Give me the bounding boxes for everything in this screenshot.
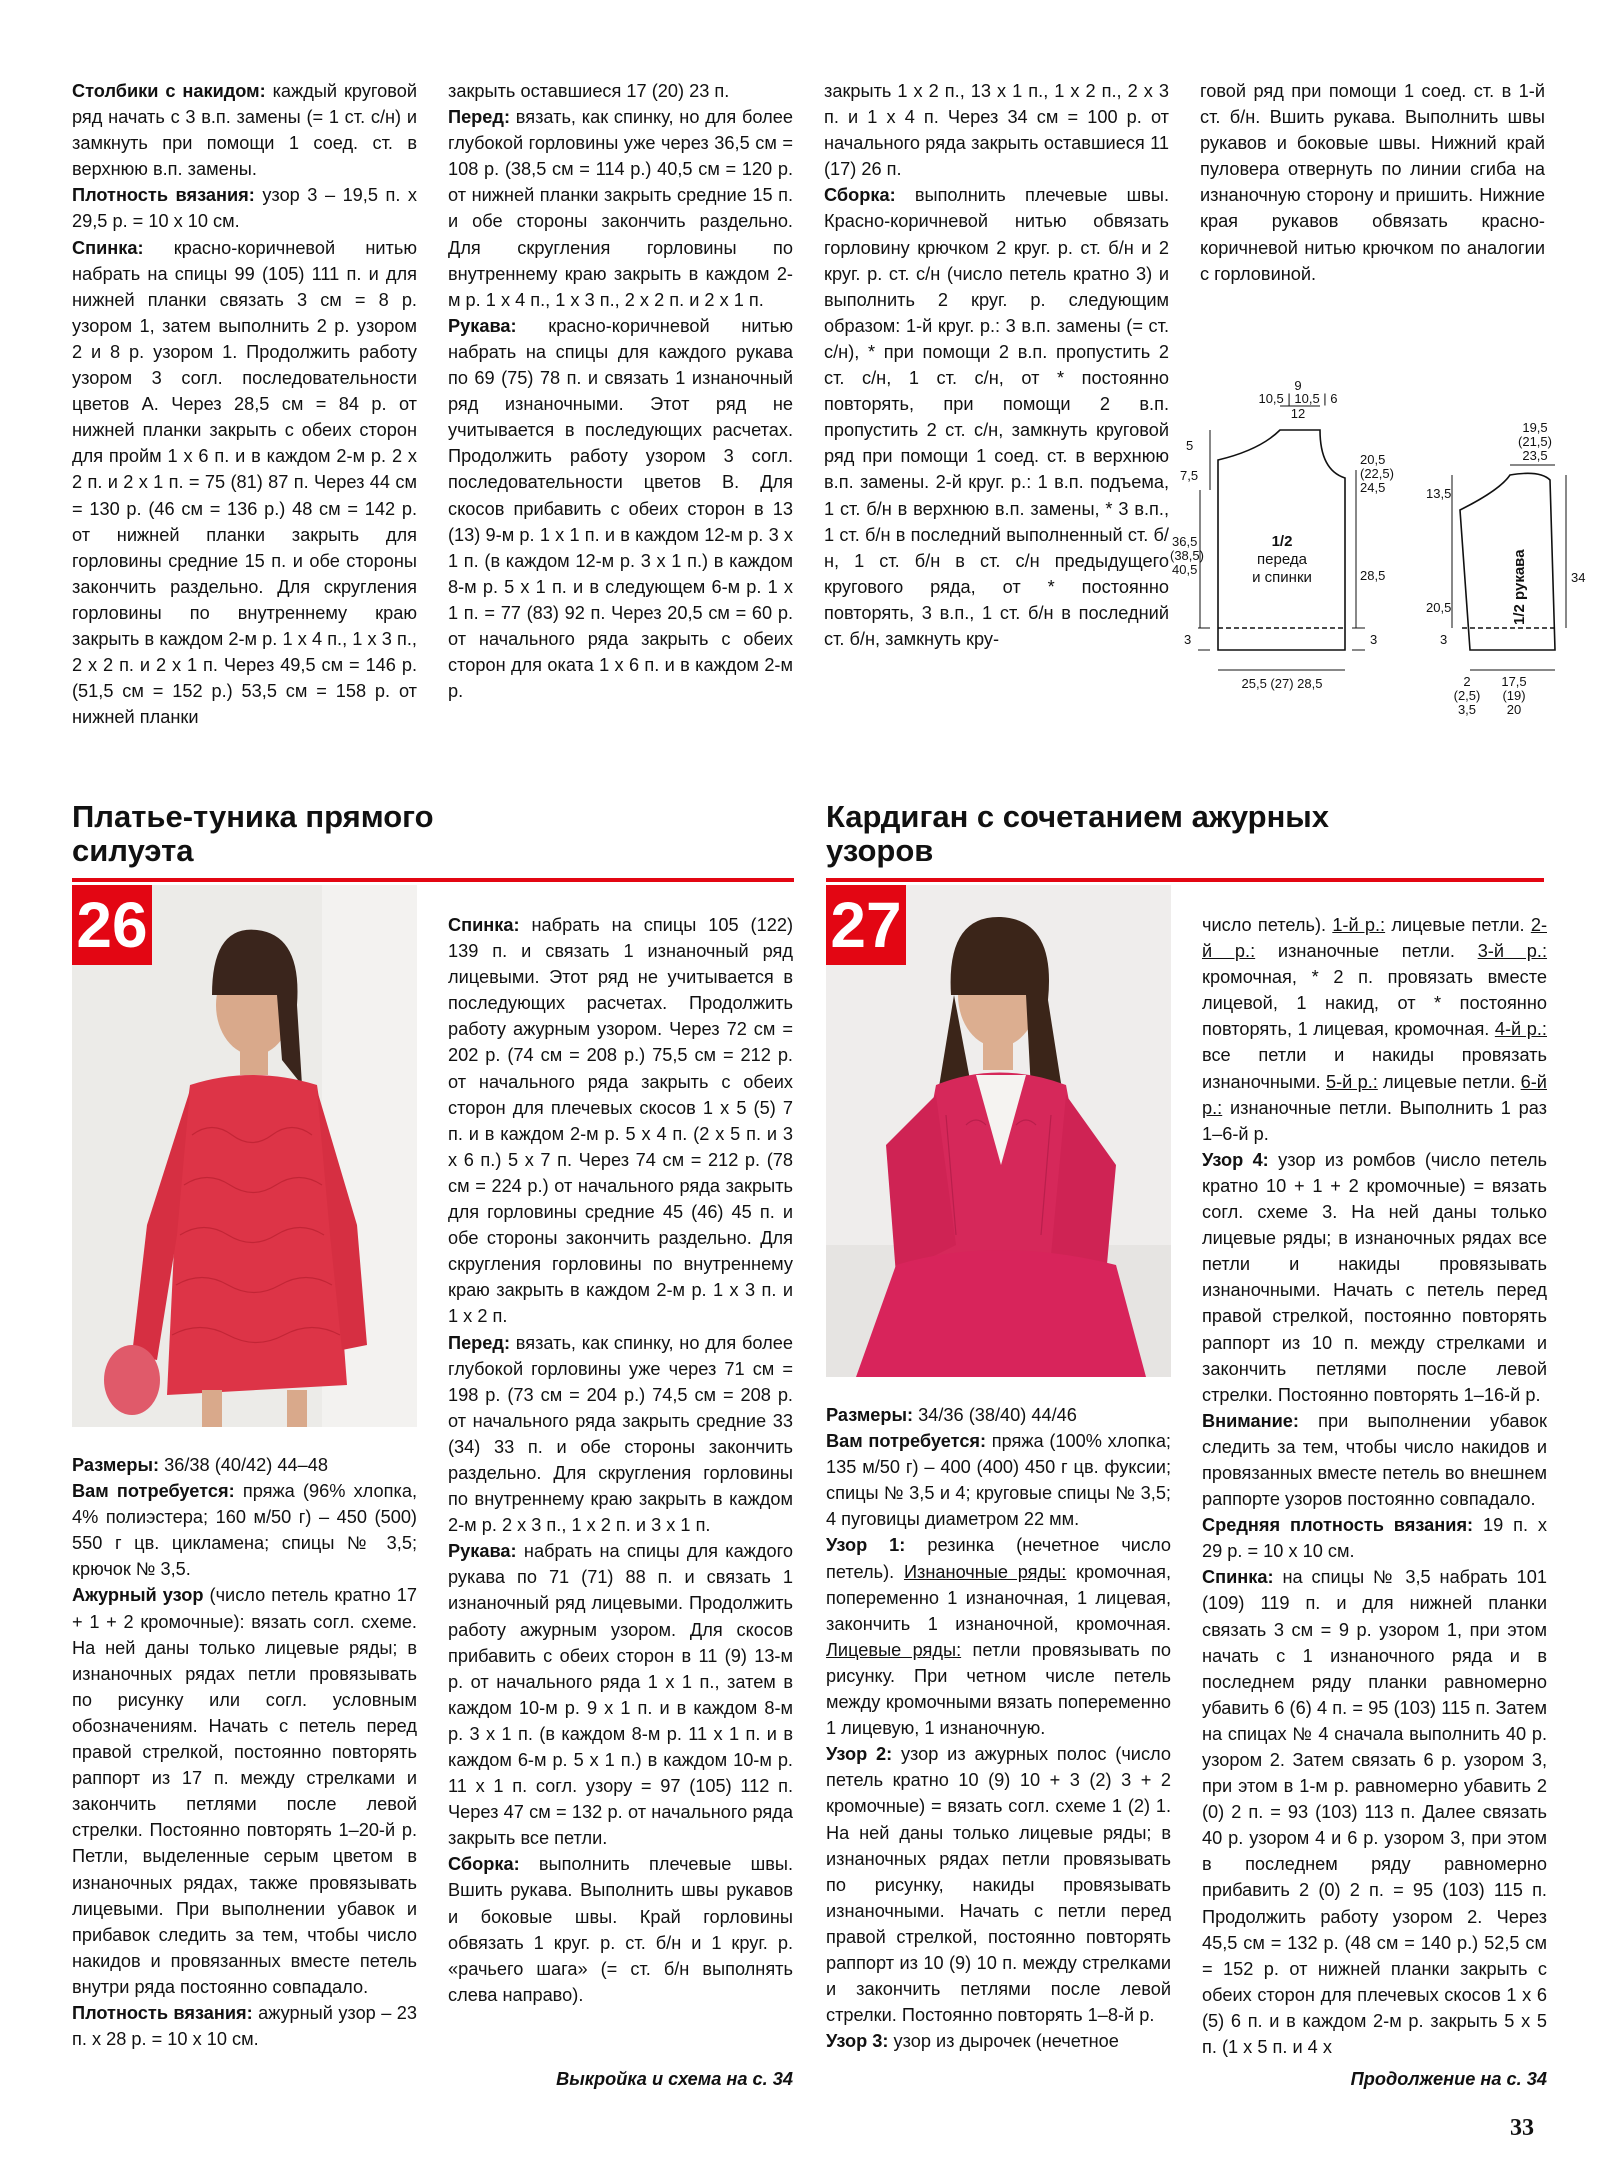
paragraph-text: пряжа (100% хлопка; 135 м/50 г) – 400 (400) 450 г цв. фуксии; спицы № 3,5 и 4; круговые спицы № 3,5; 4 пуговицы диаметром 22 мм. xyxy=(826,1431,1171,1530)
paragraph xyxy=(824,182,1169,652)
paragraph xyxy=(824,78,1169,182)
model-26-left-column xyxy=(72,1452,417,2052)
paragraph-text: закрыть 1 х 2 п., 13 х 1 п., 1 х 2 п., 2 х 3 п. и 1 х 4 п. Через 34 см = 100 р. от начального ряда закрыть оставшиеся 11 (17) 26 п. xyxy=(824,81,1169,180)
paragraph xyxy=(448,1330,793,1539)
underlined-term: 1-й р.: xyxy=(1332,915,1386,935)
underlined-term: 3-й р.: xyxy=(1477,941,1548,962)
paragraph-text: лицевые петли. xyxy=(1377,1071,1521,1092)
top-column-4 xyxy=(1200,78,1545,287)
body-lh3: 40,5 xyxy=(1172,562,1198,577)
paragraph-text: петли провязывать по рисунку. При четном числе петель между кромочными вязать попеременно 1 лицевую, 1 изнаночную. xyxy=(826,1639,1171,1739)
paragraph-text: набрать на спицы 105 (122) 139 п. и связать 1 изнаночный ряд лицевыми. Этот ряд не учитывается в последующих расчетах. Продолжить работу ажурным узором. Через 72 см = 202 р. (74 см = 208 р.) 75,5 см = 212 р. от начального ряда закрыть с обеих сторон для плечевых скосов 1 х 5 (5) 7 п. и в каждом 2-м р. 5 х 4 п. (2 х 5 п. и 3 х 6 п.) 5 х 7 п. Через 74 см = 212 р. (78 см = 224 р.) от начального ряда закрыть для горловины средние 45 (46) 45 п. и обе стороны закончить раздельно. Для скругления горловины по внутреннему краю закрыть в каждом 2-м р. 1 х 3 п. и 1 х 2 п. xyxy=(448,915,793,1327)
paragraph-text: говой ряд при помощи 1 соед. ст. в 1-й ст. б/н. Вшить рукава. Выполнить швы рукавов и боковые швы. Нижний край пуловера отвернуть по линии сгиба на изнаночную сторону и пришить. Нижние края рукавов обвязать красно-коричневой нитью крючком по аналогии с горловиной. xyxy=(1200,81,1545,284)
sleeve-hem: 3 xyxy=(1440,632,1448,647)
sleeve-left-2: 20,5 xyxy=(1426,600,1452,615)
sleeve-b5: (19) xyxy=(1502,688,1526,703)
paragraph xyxy=(1202,1147,1547,1408)
body-lh1: 36,5 xyxy=(1172,534,1198,549)
paragraph-heading: Ажурный узор xyxy=(72,1585,204,1606)
paragraph-text: изнаночные петли. Выполнить 1 раз 1–6-й р. xyxy=(1202,1097,1547,1144)
model-26-right-column xyxy=(448,912,793,2008)
paragraph-heading: Перед: xyxy=(448,107,511,128)
underlined-term: Изнаночные ряды: xyxy=(903,1561,1067,1582)
paragraph xyxy=(72,1478,417,1582)
body-top-sub: 10,5 | 10,5 | 6 xyxy=(1258,391,1338,406)
sleeve-top-3: 23,5 xyxy=(1522,448,1548,463)
paragraph-heading: Рукава: xyxy=(448,315,517,336)
photo-model-26 xyxy=(72,885,417,1427)
body-top-total: 9 xyxy=(1294,378,1302,393)
sleeve-b1: 2 xyxy=(1463,674,1471,689)
paragraph xyxy=(1202,1408,1547,1512)
paragraph-heading: Вам потребуется: xyxy=(826,1431,987,1452)
paragraph-text: (число петель кратно 17 + 1 + 2 кромочные): вязать согл. схеме. На ней даны только лицевые ряды; в изнаночных рядах петли провязывать по рисунку или согл. условным обозначениям. Начать с петель перед правой стрелкой, постоянно повторять раппорт из 17 п. между стрелками и закончить петлями после левой стрелки. Постоянно повторять 1–20-й р. Петли, выделенные серым цветом в изнаночных рядах, также провязывать лицевыми. При выполнении убавок и прибавок следить за тем, чтобы число накидов и провязанных вместе петель внутри ряда постоянно совпадало. xyxy=(72,1585,417,1997)
title-rule-27 xyxy=(826,878,1544,882)
sleeve-left-1: 13,5 xyxy=(1426,486,1452,501)
paragraph-text: выполнить плечевые швы. Вшить рукава. Выполнить швы рукавов и боковые швы. Край горловины обвязать 1 круг. р. ст. б/н и 1 круг. р. «рачьего шага» (= ст. б/н выполнять слева направо). xyxy=(448,1854,793,2005)
body-rh: 28,5 xyxy=(1360,568,1386,583)
paragraph-text: 19 п. х 29 р. = 10 х 10 см. xyxy=(1202,1515,1547,1562)
paragraph-heading: Плотность вязания: xyxy=(72,2002,253,2023)
paragraph-text: вязать, как спинку, но для более глубокой горловины уже через 36,5 см = 108 р. (38,5 см = 114 р.) 40,5 см = 120 р. от нижней планки закрыть средние 15 п. и обе стороны закончить раздельно. Для скругления горловины по внутреннему краю закрыть в каждом 2-м р. 1 х 4 п., 1 х 3 п., 2 х 2 п. и 2 х 1 п. xyxy=(448,107,793,310)
sleeve-right: 34 xyxy=(1571,570,1586,585)
body-bottom: 25,5 (27) 28,5 xyxy=(1241,676,1323,691)
paragraph-heading: Узор 1: xyxy=(826,1535,906,1556)
paragraph xyxy=(826,1402,1171,1428)
model-number-27: 27 xyxy=(826,885,906,965)
paragraph-text: 36/38 (40/42) 44–48 xyxy=(159,1455,328,1475)
paragraph xyxy=(826,1741,1171,2028)
title-model-27: Кардиган с сочетанием ажурных узоров xyxy=(826,799,1330,868)
paragraph xyxy=(448,78,793,104)
paragraph-text: лицевые петли. xyxy=(1385,915,1531,935)
paragraph xyxy=(448,1851,793,2008)
body-hem-left: 3 xyxy=(1184,632,1192,647)
paragraph xyxy=(72,182,417,234)
sleeve-top-1: 19,5 xyxy=(1522,420,1548,435)
top-column-3 xyxy=(824,78,1169,652)
pattern-schematic xyxy=(1170,370,1590,730)
paragraph xyxy=(448,912,793,1330)
paragraph-text: число петель). xyxy=(1202,915,1333,935)
model-number-26: 26 xyxy=(72,885,152,965)
sleeve-piece-outline xyxy=(1460,473,1555,650)
title-rule-26 xyxy=(72,878,794,882)
paragraph xyxy=(1202,1512,1547,1564)
paragraph-text: 34/36 (38/40) 44/46 xyxy=(913,1405,1077,1425)
underlined-term: 5-й р.: xyxy=(1325,1071,1378,1092)
paragraph xyxy=(448,313,793,704)
paragraph-text: кромочная, * 2 п. провязать вместе лицевой, 1 накид, от * постоянно повторять, 1 лицевая, кромочная. xyxy=(1202,967,1547,1040)
paragraph xyxy=(826,1532,1171,1741)
paragraph-heading: Столбики с накидом: xyxy=(72,81,266,101)
paragraph-text: на спицы № 3,5 набрать 101 (109) 119 п. и для нижней планки связать 3 см = 9 р. узором 1, при этом начать с 1 изнаночного ряда и в последнем ряду планки равномерно убавить 6 (6) 4 п. = 95 (103) 115 п. Затем на спицах № 4 сначала выполнить 40 р. узором 2. Затем связать 6 р. узором 3, при этом в 1-м р. равномерно убавить 2 (0) 2 п. = 93 (103) 113 п. Далее связать 40 р. узором 4 и 6 р. узором 3, при этом в последнем ряду равномерно прибавить 2 (0) 2 п. = 95 (103) 115 п. Продолжить работу узором 2. Через 45,5 см = 132 р. (48 см = 140 р.) 52,5 см = 152 р. от нижней планки закрыть с обеих сторон для плечевых скосов 1 х 6 (5) 6 п. и в каждом 2-м р. закрыть 5 х 5 п. (1 х 5 п. и 4 х xyxy=(1202,1567,1547,2058)
body-top-neck: 12 xyxy=(1290,406,1306,421)
body-left-5: 5 xyxy=(1186,438,1194,453)
paragraph-text: кромочная, попеременно 1 изнаночная, 1 лицевая, закончить 1 изнаночной, кромочная. xyxy=(826,1561,1171,1634)
paragraph-text: каждый круговой ряд начать с 3 в.п. замены (= 1 ст. с/н) и замкнуть при помощи 1 соед. ст. в верхнюю в.п. замены. xyxy=(72,81,417,180)
paragraph xyxy=(72,1452,417,1478)
model-26-reference: Выкройка и схема на с. 34 xyxy=(556,2069,793,2089)
body-hem-right: 3 xyxy=(1370,632,1378,647)
body-label-2: переда xyxy=(1257,551,1307,568)
paragraph-text: закрыть оставшиеся 17 (20) 23 п. xyxy=(448,81,730,101)
model-27-right-column xyxy=(1202,912,1547,2060)
body-right-3: 24,5 xyxy=(1360,480,1386,495)
body-lh2: (38,5) xyxy=(1170,548,1204,563)
paragraph-heading: Рукава: xyxy=(448,1541,517,1562)
paragraph-heading: Спинка: xyxy=(1202,1567,1274,1588)
paragraph xyxy=(826,1428,1171,1532)
paragraph-text: узор из ромбов (число петель кратно 10 + 1 + 2 кромочные) = вязать согл. схеме 3. На ней даны только лицевые ряды; в изнаночных рядах все петли и накиды провязывать изнаночными. Начать с петель перед правой стрелкой, постоянно повторять раппорт из 10 п. между стрелками и закончить петлями после левой стрелки. Постоянно повторять 1–16-й р. xyxy=(1202,1149,1547,1405)
paragraph xyxy=(826,2028,1171,2054)
sleeve-b3: 3,5 xyxy=(1457,702,1477,717)
paragraph-heading: Спинка: xyxy=(448,915,520,935)
sleeve-label: 1/2 рукава xyxy=(1511,549,1528,625)
paragraph-text: красно-коричневой нитью набрать на спицы 99 (105) 111 п. и для нижней планки связать 3 см = 8 р. узором 1, затем выполнить 2 р. узором 2 и 8 р. узором 1. Продолжить работу узором 3 согл. последовательности цветов А. Через 28,5 см = 84 р. от нижней планки закрыть с обеих сторон для пройм 1 х 6 п. и в каждом 2-м р. 2 х 2 п. и 2 х 1 п. = 75 (81) 87 п. Через 44 см = 130 р. (46 см = 136 р.) 48 см = 142 р. от нижней планки закрыть для горловины средние 15 п. и обе стороны закончить раздельно. Для скругления горловины по внутреннему краю закрыть в каждом 2-м р. 1 х 4 п., 1 х 3 п., 2 х 2 п. и 2 х 1 п. Через 49,5 см = 146 р. (51,5 см = 152 р.) 53,5 см = 158 р. от нижней планки xyxy=(72,237,417,728)
paragraph-heading: Перед: xyxy=(448,1332,511,1353)
paragraph-text: узор из ажурных полос (число петель кратно 10 (9) 10 + 3 (2) 3 + 2 кромочные) = вязать согл. схеме 1 (2) 1. На ней даны только лицевые ряды; в изнаночных рядах петли провязывать по рисунку, накиды провязывать изнаночными. Начать с петли перед правой стрелкой, постоянно повторять раппорт из 10 (9) 10 п. между стрелками и закончить петлями после левой стрелки. Постоянно повторять 1–8-й р. xyxy=(826,1744,1171,2026)
paragraph-text: ажурный узор – 23 п. х 28 р. = 10 х 10 см. xyxy=(72,2002,417,2050)
paragraph-heading: Узор 3: xyxy=(826,2031,889,2052)
paragraph-text: вязать, как спинку, но для более глубокой горловины уже через 71 см = 198 р. (73 см = 204 р.) 74,5 см = 208 р. от начального ряда закрыть средние 33 (34) 33 п. и обе стороны закончить раздельно. Для скругления горловины по внутреннему краю закрыть в каждом 2-м р. 2 х 3 п., 1 х 2 п. и 3 х 1 п. xyxy=(448,1332,793,1536)
paragraph-text: выполнить плечевые швы. Красно-коричневой нитью обвязать горловину крючком 2 круг. р. ст. б/н и 2 круг. р. ст. с/н (число петель кратно 3) и выполнить 2 круг. р. следующим образом: 1-й круг. р.: 3 в.п. замены (= ст. с/н), * при помощи 2 в.п. пропустить 2 ст. с/н, 1 ст. с/н, от * постоянно повторять, при помощи 2 в.п. пропустить 2 ст. с/н, замкнуть круговой ряд при помощи 1 соед. ст. в верхнюю в.п. замены. 2-й круг. р.: 1 в.п. подъема, 1 ст. б/н в верхнюю в.п. замены, * 3 в.п., 1 ст. б/н в последний выполненный ст. б/н, 1 ст. б/н в ст. с/н предыдущего кругового ряда, от * постоянно повторять, 3 в.п., 1 ст. б/н в последний ст. б/н, замкнуть кру- xyxy=(824,185,1169,649)
paragraph-text: набрать на спицы для каждого рукава по 71 (71) 88 п. и связать 1 изнаночный ряд лицевыми. Продолжить работу ажурным узором. Для скосов прибавить с обеих сторон в 11 (9) 13-м р. от начального ряда 1 х 1 п., затем в каждом 10-м р. 9 х 1 п. и в каждом 8-м р. 3 х 1 п. (в каждом 8-м р. 11 х 1 п. и в каждом 6-м р. 5 х 1 п.) в каждом 10-м р. 11 х 1 п. согл. узору = 97 (105) 112 п. Через 47 см = 132 р. от начального ряда закрыть все петли. xyxy=(448,1541,793,1849)
paragraph xyxy=(448,104,793,313)
paragraph-text: при выполнении убавок следить за тем, чтобы число накидов и провязанных вместе петель во внешнем раппорте узоров постоянно совпадало. xyxy=(1202,1410,1547,1510)
paragraph-text: все петли и накиды провязать изнаночными. xyxy=(1202,1045,1547,1092)
body-label-1: 1/2 xyxy=(1271,533,1293,550)
page-number: 33 xyxy=(1510,2115,1534,2141)
model-27-reference: Продолжение на с. 34 xyxy=(1350,2069,1547,2089)
paragraph-heading: Размеры: xyxy=(72,1455,160,1475)
paragraph xyxy=(448,1538,793,1851)
paragraph-text: узор из дырочек (нечетное xyxy=(888,2031,1119,2052)
body-right-2: (22,5) xyxy=(1360,466,1394,481)
model-27-left-column xyxy=(826,1402,1171,2054)
paragraph-heading: Средняя плотность вязания: xyxy=(1202,1515,1474,1536)
paragraph xyxy=(72,2000,417,2052)
paragraph-text: резинка (нечетное число петель). xyxy=(826,1535,1171,1582)
paragraph-text: пряжа (96% хлопка, 4% полиэстера; 160 м/50 г) – 450 (500) 550 г цв. цикламена; спицы № 3,5; крючок № 3,5. xyxy=(72,1481,417,1580)
underlined-term: 6-й р.: xyxy=(1202,1071,1547,1118)
paragraph xyxy=(72,1582,417,2000)
paragraph-heading: Сборка: xyxy=(448,1854,520,1875)
underlined-term: 4-й р.: xyxy=(1494,1019,1547,1040)
body-label-3: и спинки xyxy=(1252,569,1312,586)
paragraph xyxy=(72,235,417,731)
paragraph xyxy=(1202,1564,1547,2060)
top-column-1 xyxy=(72,78,417,730)
paragraph-heading: Узор 2: xyxy=(826,1744,893,1765)
sleeve-b4: 17,5 xyxy=(1501,674,1527,689)
paragraph-text: узор 3 – 19,5 п. х 29,5 р. = 10 х 10 см. xyxy=(72,185,417,232)
paragraph-heading: Узор 4: xyxy=(1202,1149,1269,1170)
paragraph-heading: Вам потребуется: xyxy=(72,1481,235,1502)
top-column-2 xyxy=(448,78,793,704)
paragraph-heading: Размеры: xyxy=(826,1405,914,1425)
sleeve-b6: 20 xyxy=(1506,702,1522,717)
underlined-term: Лицевые ряды: xyxy=(826,1639,962,1660)
paragraph-text: красно-коричневой нитью набрать на спицы для каждого рукава по 69 (75) 78 п. и связать 1 изнаночный ряд изнаночными. Этот ряд не учитывается в последующих расчетах. Продолжить работу узором 3 согл. последовательности цветов В. Для скосов прибавить с обеих сторон в 13 (13) 9-м р. 1 х 1 п. и в каждом 12-м р. 3 х 1 п. (в каждом 12-м р. 3 х 1 п.) в каждом 8-м р. 5 х 1 п. и в следующем 6-м р. 1 х 1 п. = 77 (83) 92 п. Через 20,5 см = 60 р. от начального ряда закрыть с обеих сторон для оката 1 х 6 п. и в каждом 2-м р. xyxy=(448,315,793,702)
sleeve-top-2: (21,5) xyxy=(1518,434,1552,449)
paragraph xyxy=(1202,912,1547,1147)
paragraph-heading: Плотность вязания: xyxy=(72,185,255,206)
title-model-26: Платье-туника прямого силуэта xyxy=(72,799,434,868)
paragraph-heading: Сборка: xyxy=(824,185,896,206)
sleeve-b2: (2,5) xyxy=(1453,688,1481,703)
underlined-term: 2-й р.: xyxy=(1202,915,1547,962)
body-right-1: 20,5 xyxy=(1360,452,1386,467)
body-left-75: 7,5 xyxy=(1180,468,1199,483)
paragraph-heading: Спинка: xyxy=(72,237,144,258)
paragraph xyxy=(72,78,417,182)
paragraph xyxy=(1200,78,1545,287)
paragraph-text: изнаночные петли. xyxy=(1255,941,1478,962)
paragraph-heading: Внимание: xyxy=(1202,1410,1299,1431)
